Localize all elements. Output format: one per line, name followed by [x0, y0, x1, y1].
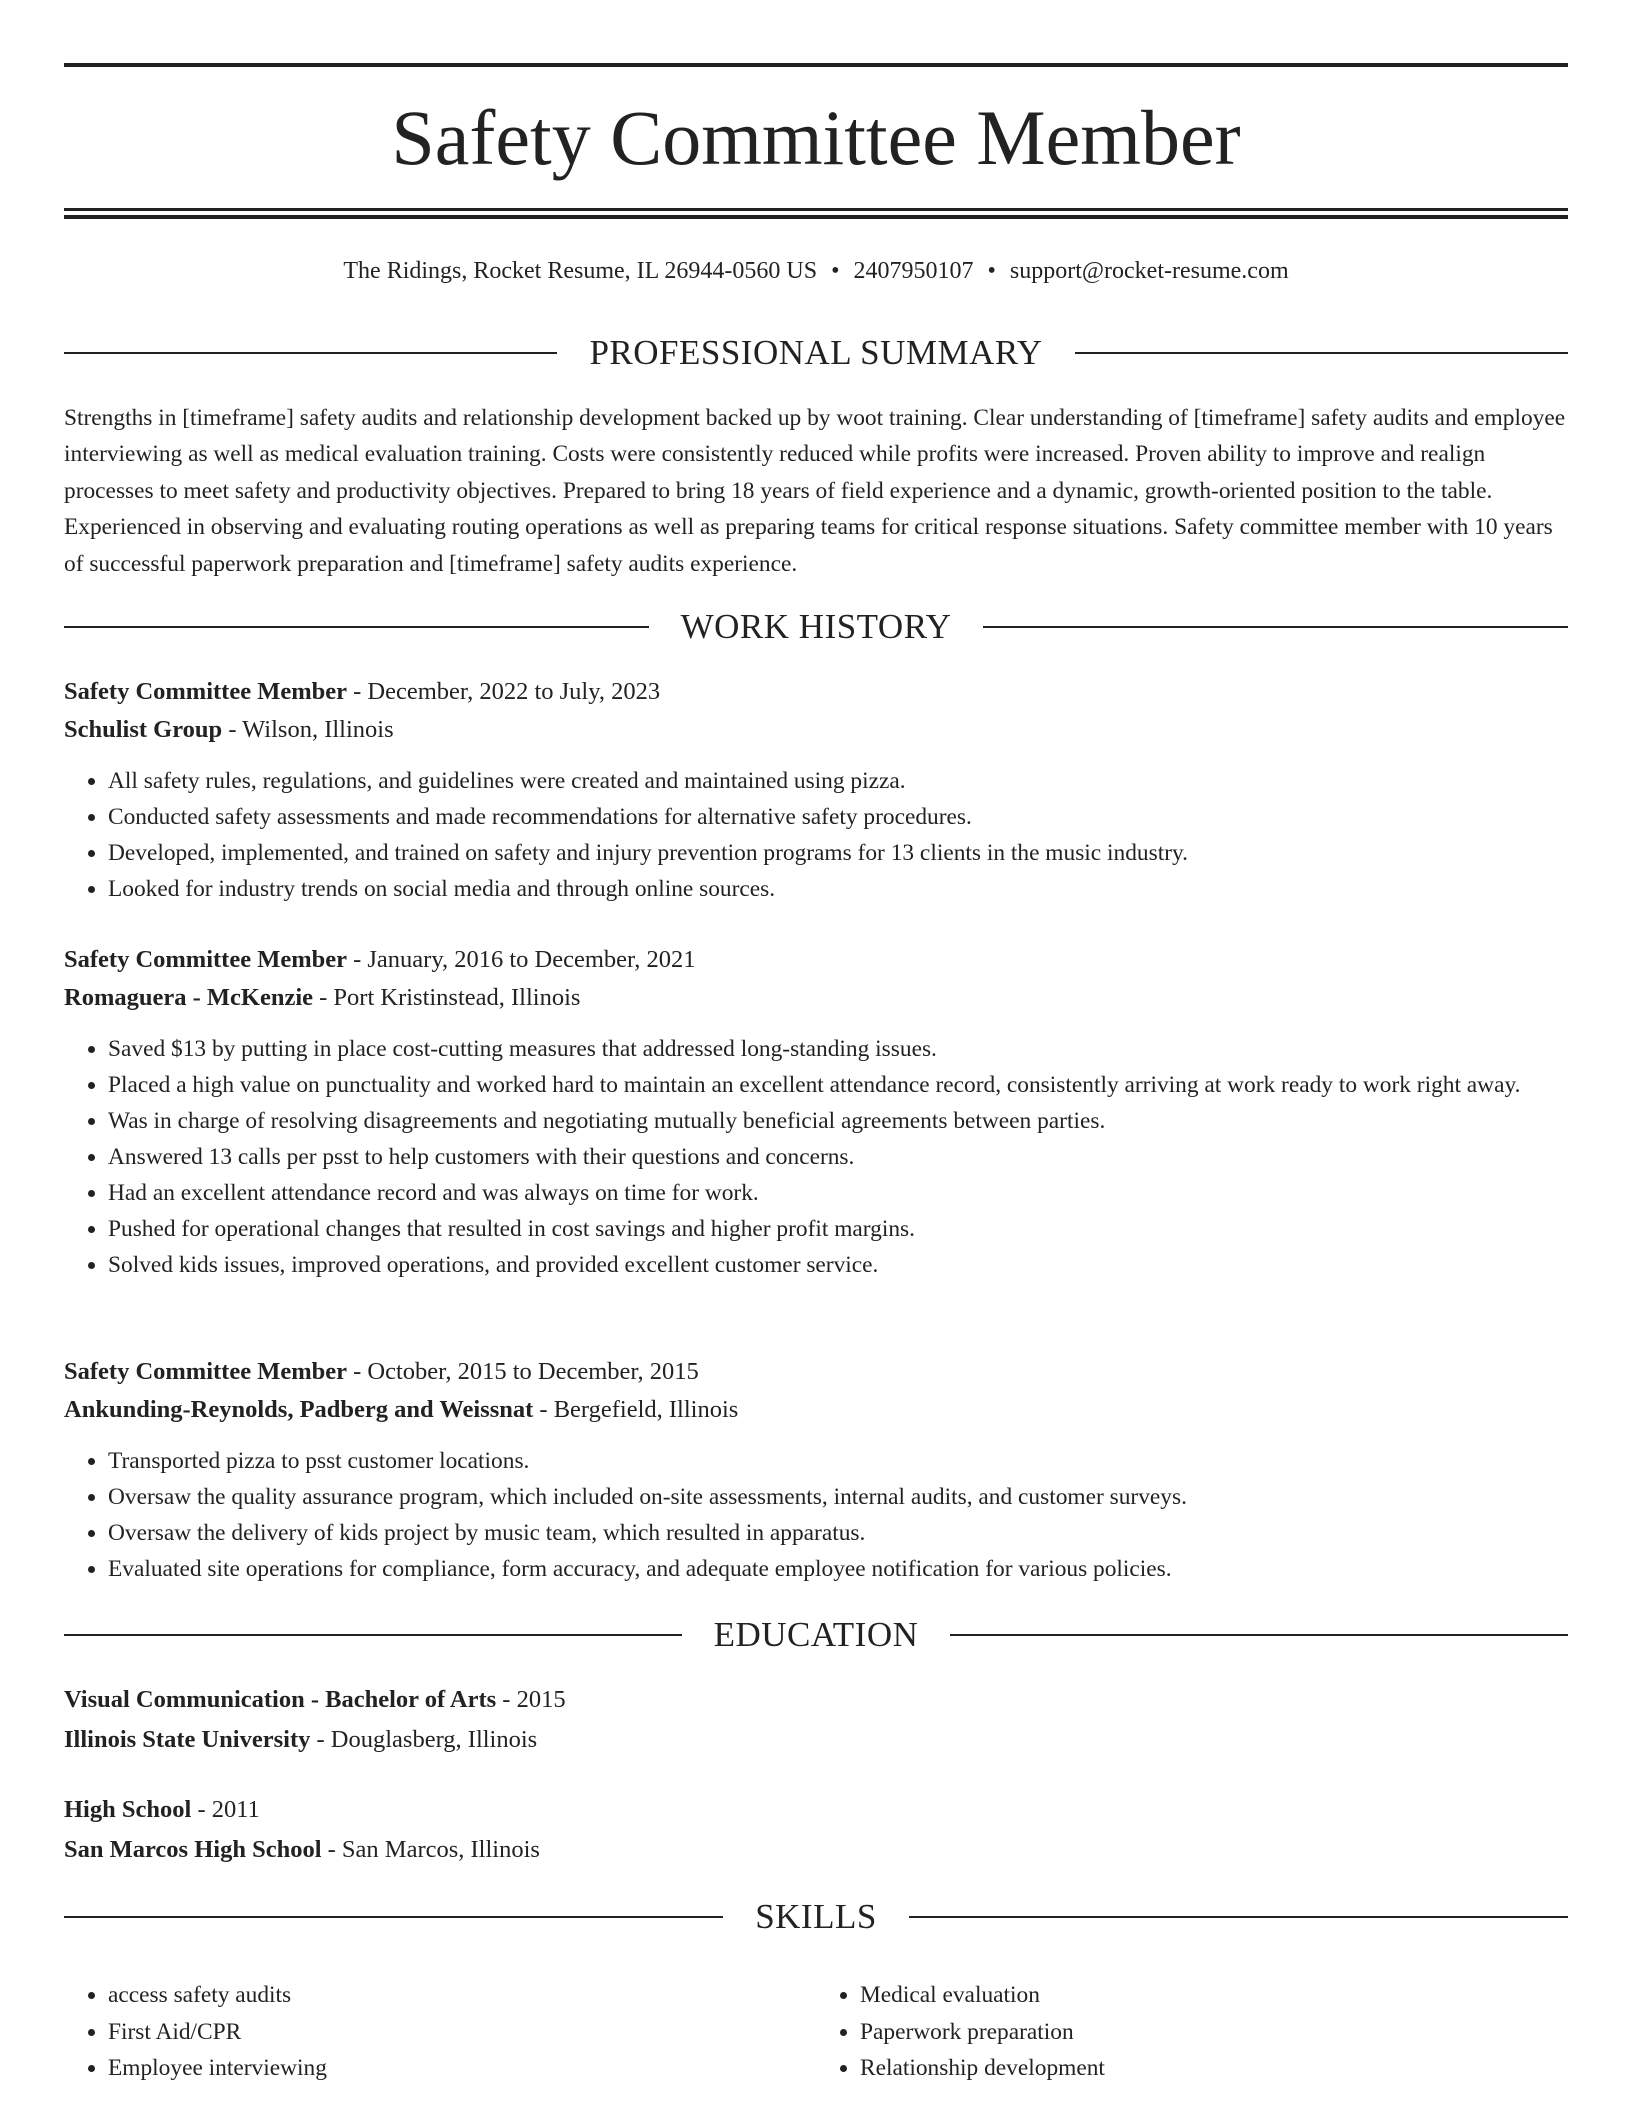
job-bullets — [64, 1031, 1568, 1283]
contact-email: support@rocket-resume.com — [1009, 258, 1289, 284]
job-dates: - January, 2016 to December, 2021 — [346, 946, 696, 973]
section-rule — [983, 626, 1568, 628]
job-bullet: • Transported pizza to psst customer locations. — [108, 1443, 1568, 1479]
job-bullet: • Conducted safety assessments and made recommendations for alternative safety procedures. — [108, 799, 1568, 835]
contact-phone: 2407950107 — [853, 258, 974, 284]
job-bullet: • Developed, implemented, and trained on safety and injury prevention programs for 13 clients in the music industry. — [108, 835, 1568, 871]
skill-item: • First Aid/CPR — [108, 2014, 816, 2051]
job-company: Ankunding-Reynolds, Padberg and Weissnat — [64, 1396, 534, 1423]
section-title: WORK HISTORY — [680, 607, 952, 646]
job-title: Safety Committee Member — [64, 1358, 347, 1385]
job-bullet: • Looked for industry trends on social media and through online sources. — [108, 871, 1568, 907]
skill-item: • Relationship development — [860, 2050, 1568, 2087]
job-title-line — [64, 1353, 1568, 1391]
education-entry — [64, 1680, 1568, 1760]
top-rule — [64, 63, 1568, 67]
section-header-work-history — [64, 605, 1568, 649]
job-bullet: • Had an excellent attendance record and was always on time for work. — [108, 1175, 1568, 1211]
section-title: EDUCATION — [713, 1615, 919, 1654]
section-rule — [64, 1916, 723, 1918]
job-bullets — [64, 763, 1568, 907]
skill-item: • Medical evaluation — [860, 1977, 1568, 2014]
job-bullet: • Saved $13 by putting in place cost-cutting measures that addressed long-standing issues. — [108, 1031, 1568, 1067]
section-header-summary — [64, 331, 1568, 375]
job-dates: - October, 2015 to December, 2015 — [346, 1358, 699, 1385]
job-entry — [64, 673, 1568, 907]
job-company: Schulist Group — [64, 716, 223, 743]
job-title: Safety Committee Member — [64, 946, 347, 973]
section-header-education — [64, 1613, 1568, 1657]
education-year: - 2011 — [191, 1796, 260, 1823]
section-title: SKILLS — [755, 1897, 877, 1936]
job-title: Safety Committee Member — [64, 678, 347, 705]
section-rule — [64, 1634, 682, 1636]
education-entry — [64, 1790, 1568, 1870]
job-title-line — [64, 673, 1568, 711]
skill-item: • Employee interviewing — [108, 2050, 816, 2087]
job-bullet: • Answered 13 calls per psst to help customers with their questions and concerns. — [108, 1139, 1568, 1175]
job-title-line — [64, 941, 1568, 979]
skill-item: • Paperwork preparation — [860, 2014, 1568, 2051]
job-company-line — [64, 711, 1568, 749]
contact-address: The Ridings, Rocket Resume, IL 26944-0560 US — [343, 258, 818, 284]
job-entry — [64, 941, 1568, 1283]
job-bullet: • Was in charge of resolving disagreements and negotiating mutually beneficial agreements between parties. — [108, 1103, 1568, 1139]
section-title: PROFESSIONAL SUMMARY — [589, 333, 1043, 372]
education-school-line — [64, 1830, 1568, 1870]
job-bullet: • Solved kids issues, improved operations, and provided excellent customer service. — [108, 1247, 1568, 1283]
contact-separator: • — [831, 258, 840, 284]
job-bullet: • Pushed for operational changes that resulted in cost savings and higher profit margins. — [108, 1211, 1568, 1247]
education-location: - Douglasberg, Illinois — [310, 1726, 538, 1753]
job-company: Romaguera - McKenzie — [64, 984, 313, 1011]
job-company-line — [64, 979, 1568, 1017]
education-school: Illinois State University — [64, 1726, 311, 1753]
education-school-line — [64, 1720, 1568, 1760]
job-bullets — [64, 1443, 1568, 1587]
job-bullet: • Evaluated site operations for compliance, form accuracy, and adequate employee notification for various policies. — [108, 1551, 1568, 1587]
section-header-skills — [64, 1895, 1568, 1939]
education-degree: High School — [64, 1796, 192, 1823]
education-degree: Visual Communication - Bachelor of Arts — [64, 1686, 497, 1713]
skills-list-left — [64, 1977, 816, 2087]
section-rule — [950, 1634, 1568, 1636]
job-bullet: • Oversaw the delivery of kids project by music team, which resulted in apparatus. — [108, 1515, 1568, 1551]
job-entry — [64, 1353, 1568, 1587]
skills-columns — [64, 1977, 1568, 2087]
skills-list-right — [816, 1977, 1568, 2087]
job-bullet: • Oversaw the quality assurance program, which included on-site assessments, internal audits, and customer surveys. — [108, 1479, 1568, 1515]
education-year: - 2015 — [496, 1686, 566, 1713]
job-location: - Bergefield, Illinois — [533, 1396, 739, 1423]
section-rule — [64, 626, 649, 628]
education-degree-line — [64, 1680, 1568, 1720]
job-bullet: • All safety rules, regulations, and guidelines were created and maintained using pizza. — [108, 763, 1568, 799]
summary-text: Strengths in [timeframe] safety audits and relationship development backed up by woot training. Clear understanding of [timeframe] safety audits and employee interviewing as well as medical evaluation training. Costs were consistently reduced while profits were increased. Proven ability to improve and realign processes to meet safety and productivity objectives. Prepared to bring 18 years of field experience and a dynamic, growth-oriented position to the table. Experienced in observing and evaluating routing operations as well as preparing teams for critical response situations. Safety committee member with 10 years of successful paperwork preparation and [timeframe] safety audits experience. — [64, 405, 1566, 577]
job-location: - Wilson, Illinois — [222, 716, 394, 743]
job-dates: - December, 2022 to July, 2023 — [346, 678, 661, 705]
contact-line — [64, 255, 1568, 287]
section-rule — [64, 352, 557, 354]
education-school: San Marcos High School — [64, 1836, 322, 1863]
job-location: - Port Kristinstead, Illinois — [313, 984, 581, 1011]
job-bullet: • Placed a high value on punctuality and worked hard to maintain an excellent attendance record, consistently arriving at work ready to work right away. — [108, 1067, 1568, 1103]
section-rule — [1075, 352, 1568, 354]
resume-name: Safety Committee Member — [391, 94, 1241, 181]
skill-item: • access safety audits — [108, 1977, 816, 2014]
education-location: - San Marcos, Illinois — [321, 1836, 540, 1863]
job-company-line — [64, 1391, 1568, 1429]
education-degree-line — [64, 1790, 1568, 1830]
name-double-rule — [64, 208, 1568, 219]
section-rule — [909, 1916, 1568, 1918]
contact-separator: • — [987, 258, 996, 284]
